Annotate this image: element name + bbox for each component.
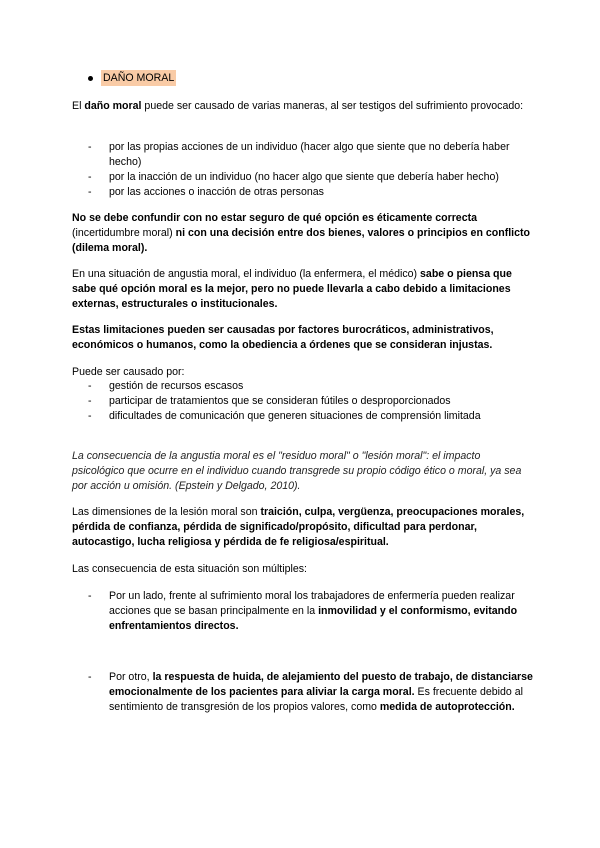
intro-text-pre: El <box>72 100 85 112</box>
list-item-text: dificultades de comunicación que generen situaciones de comprensión limitada <box>109 410 481 422</box>
distinction-paragraph <box>72 211 534 256</box>
section-heading <box>88 70 176 86</box>
list-item-text: participar de tratamientos que se consideran fútiles o desproporcionados <box>109 395 451 407</box>
bullet-icon <box>88 76 93 81</box>
dash-marker: - <box>88 410 92 422</box>
dash-marker: - <box>88 590 92 602</box>
angustia-bold: sabe o piensa que sabe qué opción moral es la mejor, pero no puede llevarla a cabo debido a limitaciones externas, estructurales o institucionales. <box>72 268 512 310</box>
dash-marker: - <box>88 186 92 198</box>
distinction-text: (incertidumbre moral) <box>72 227 176 239</box>
heading-text: DAÑO MORAL <box>103 72 175 84</box>
list-item-text: Por otro, <box>109 671 153 683</box>
quote-paragraph: La consecuencia de la angustia moral es el "residuo moral" o "lesión moral": el impacto psicológico que ocurre en el individuo cuando transgrede su propio código ético o moral, ya sea por acción u omisión. (Epstein y Delgado, 2010). <box>72 450 522 492</box>
dash-marker: - <box>88 380 92 392</box>
list-item <box>88 409 528 424</box>
caused-by-list <box>88 379 528 424</box>
list-item <box>88 185 528 200</box>
dash-marker: - <box>88 671 92 683</box>
limitations-paragraph <box>72 323 534 353</box>
consequences-list-1 <box>88 589 534 634</box>
distinction-bold-1: No se debe confundir con no estar seguro de qué opción es éticamente correcta <box>72 212 478 224</box>
list-item <box>88 394 528 409</box>
list-item-text: por las propias acciones de un individuo (hacer algo que siente que no debería haber hecho) <box>109 141 510 168</box>
list-item <box>88 140 528 170</box>
caused-by-intro: Puede ser causado por: <box>72 366 185 378</box>
dimensions-paragraph <box>72 505 534 550</box>
angustia-paragraph <box>72 267 534 312</box>
limitations-text: Estas limitaciones pueden ser causadas por factores burocráticos, administrativos, económicos o humanos, como la obediencia a órdenes que se consideran injustas. <box>72 324 494 351</box>
list-item-bold: la respuesta de huida, de alejamiento del puesto de trabajo, de distanciarse emocionalmente de los pacientes para aliviar la carga moral. <box>109 671 533 698</box>
consequences-list-2 <box>88 670 534 715</box>
list-item-text: Es frecuente debido al sentimiento de transgresión de los propios valores, como <box>109 686 523 713</box>
list-item-text: Por un lado, frente al sufrimiento moral los trabajadores de enfermería pueden realizar acciones que se basan principalmente en la <box>109 590 515 617</box>
list-item-text: por la inacción de un individuo (no hacer algo que siente que debería haber hecho) <box>109 171 499 183</box>
list-item-text: gestión de recursos escasos <box>109 380 244 392</box>
dash-marker: - <box>88 395 92 407</box>
list-item-bold: inmovilidad y el conformismo, evitando enfrentamientos directos. <box>109 605 518 632</box>
consequences-intro: Las consecuencia de esta situación son múltiples: <box>72 563 307 575</box>
list-item <box>88 670 534 715</box>
list-item-bold: medida de autoprotección. <box>379 701 515 713</box>
dimensions-text: Las dimensiones de la lesión moral son <box>72 506 261 518</box>
causes-list <box>88 140 528 200</box>
dash-marker: - <box>88 141 92 153</box>
list-item <box>88 170 528 185</box>
list-item-text: por las acciones o inacción de otras personas <box>109 186 324 198</box>
intro-text-post: puede ser causado de varias maneras, al ser testigos del sufrimiento provocado: <box>141 100 524 112</box>
dimensions-bold: traición, culpa, vergüenza, preocupaciones morales, pérdida de confianza, pérdida de significado/propósito, dificultad para perdonar, autocastigo, lucha religiosa y pérdida de fe religiosa/espiritual. <box>72 506 525 548</box>
list-item <box>88 589 534 634</box>
distinction-bold-2: ni con una decisión entre dos bienes, valores o principios en conflicto (dilema moral). <box>72 227 530 254</box>
intro-paragraph <box>72 99 534 114</box>
dash-marker: - <box>88 171 92 183</box>
angustia-text: En una situación de angustia moral, el individuo (la enfermera, el médico) <box>72 268 421 280</box>
intro-text-bold: daño moral <box>84 100 142 112</box>
list-item <box>88 379 528 394</box>
